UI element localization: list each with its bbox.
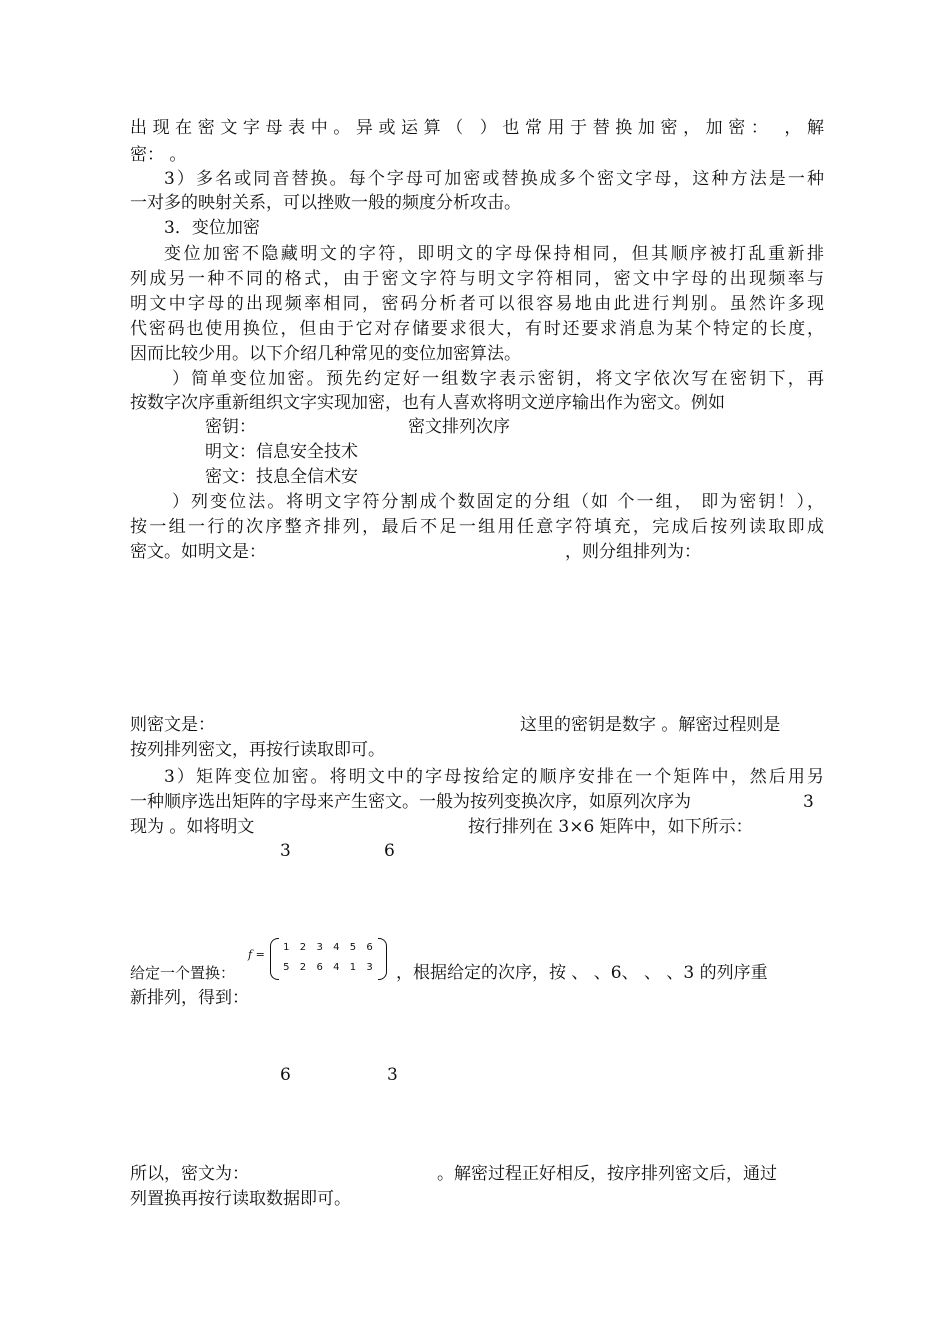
text-line: 按数字次序重新组织文字实现加密，也有人喜欢将明文逆序输出作为密文。例如 bbox=[130, 393, 725, 413]
permutation-entry: 1 bbox=[349, 962, 357, 973]
text-line: 密文。如明文是： bbox=[130, 542, 266, 562]
text-line: 3 bbox=[803, 792, 814, 812]
permutation-matrix bbox=[248, 938, 388, 980]
permutation-entry: 5 bbox=[349, 942, 357, 953]
permutation-symbol: f = bbox=[248, 948, 265, 961]
text-line: 列置换再按行读取数据即可。 bbox=[130, 1189, 351, 1209]
permutation-entry: 4 bbox=[333, 942, 340, 953]
text-line: 按列排列密文，再按行读取即可。 bbox=[130, 740, 385, 760]
text-line: 代密码也使用换位，但由于它对存储要求很大，有时还要求消息为某个特定的长度， bbox=[130, 319, 824, 339]
text-line: 按一组一行的次序整齐排列，最后不足一组用任意字符填充，完成后按列读取即成 bbox=[130, 517, 824, 537]
text-line: 因而比较少用。以下介绍几种常见的变位加密算法。 bbox=[130, 344, 521, 364]
permutation-entry: 6 bbox=[316, 962, 323, 973]
cipher-order-label: 密文排列次序 bbox=[408, 417, 510, 437]
text-line: 。解密过程正好相反，按序排列密文后，通过 bbox=[437, 1164, 777, 1184]
text-line: ）列变位法。将明文字符分割成个数固定的分组（如 个一组， 即为密钥！）， bbox=[172, 492, 824, 512]
text-line: 所以，密文为： bbox=[130, 1164, 249, 1184]
ciphertext-example: 密文：技息全信术安 bbox=[205, 467, 358, 487]
permutation-top-row bbox=[278, 942, 378, 953]
text-line: ，则分组排列为： bbox=[565, 542, 701, 562]
text-line: 列成另一种不同的格式，由于密文字符与明文字符相同，密文中字母的出现频率与 bbox=[130, 269, 824, 289]
permutation-entry: 5 bbox=[283, 962, 290, 973]
text-line: 3）多名或同音替换。每个字母可加密或替换成多个密文字母，这种方法是一种 bbox=[164, 169, 824, 189]
text-line: 出现在密文字母表中。异或运算（ ）也常用于替换加密，加密： ，解 bbox=[130, 118, 824, 138]
permutation-entry: 1 bbox=[283, 942, 290, 953]
text-line: 一对多的映射关系，可以挫败一般的频度分析攻击。 bbox=[130, 193, 521, 213]
text-line: 新排列，得到： bbox=[130, 988, 249, 1008]
matrix-value: 6 bbox=[280, 1065, 291, 1085]
right-paren bbox=[378, 938, 387, 980]
text-line: 则密文是： bbox=[130, 715, 215, 735]
section-heading: 3．变位加密 bbox=[164, 218, 260, 238]
permutation-entry: 2 bbox=[299, 962, 307, 973]
matrix-value: 3 bbox=[280, 841, 291, 861]
key-label: 密钥： bbox=[205, 417, 256, 437]
text-line: ，根据给定的次序，按 、 、6、 、 、3 的列序重 bbox=[396, 963, 768, 983]
text-line: ）简单变位加密。预先约定好一组数字表示密钥，将文字依次写在密钥下，再 bbox=[172, 369, 824, 389]
permutation-entry: 3 bbox=[366, 962, 373, 973]
text-line: 3）矩阵变位加密。将明文中的字母按给定的顺序安排在一个矩阵中，然后用另 bbox=[164, 767, 824, 787]
matrix-value: 3 bbox=[387, 1065, 398, 1085]
text-line: 密： 。 bbox=[130, 145, 187, 165]
text-line: 给定一个置换： bbox=[130, 964, 236, 982]
permutation-entry: 6 bbox=[366, 942, 373, 953]
text-line: 明文中字母的出现频率相同，密码分析者可以很容易地由此进行判别。虽然许多现 bbox=[130, 294, 824, 314]
text-line: 变位加密不隐藏明文的字符，即明文的字母保持相同，但其顺序被打乱重新排 bbox=[164, 244, 824, 264]
text-line: 按行排列在 3×6 矩阵中，如下所示： bbox=[468, 817, 753, 837]
text-line: 一种顺序选出矩阵的字母来产生密文。一般为按列变换次序，如原列次序为 bbox=[130, 792, 691, 812]
permutation-entry: 2 bbox=[299, 942, 307, 953]
plaintext-example: 明文：信息安全技术 bbox=[205, 442, 358, 462]
permutation-bottom-row bbox=[278, 962, 378, 973]
text-line: 这里的密钥是数字 。解密过程则是 bbox=[520, 715, 781, 735]
permutation-entry: 4 bbox=[333, 962, 340, 973]
matrix-value: 6 bbox=[384, 841, 395, 861]
text-line: 现为 。如将明文 bbox=[130, 817, 255, 837]
permutation-entry: 3 bbox=[316, 942, 323, 953]
